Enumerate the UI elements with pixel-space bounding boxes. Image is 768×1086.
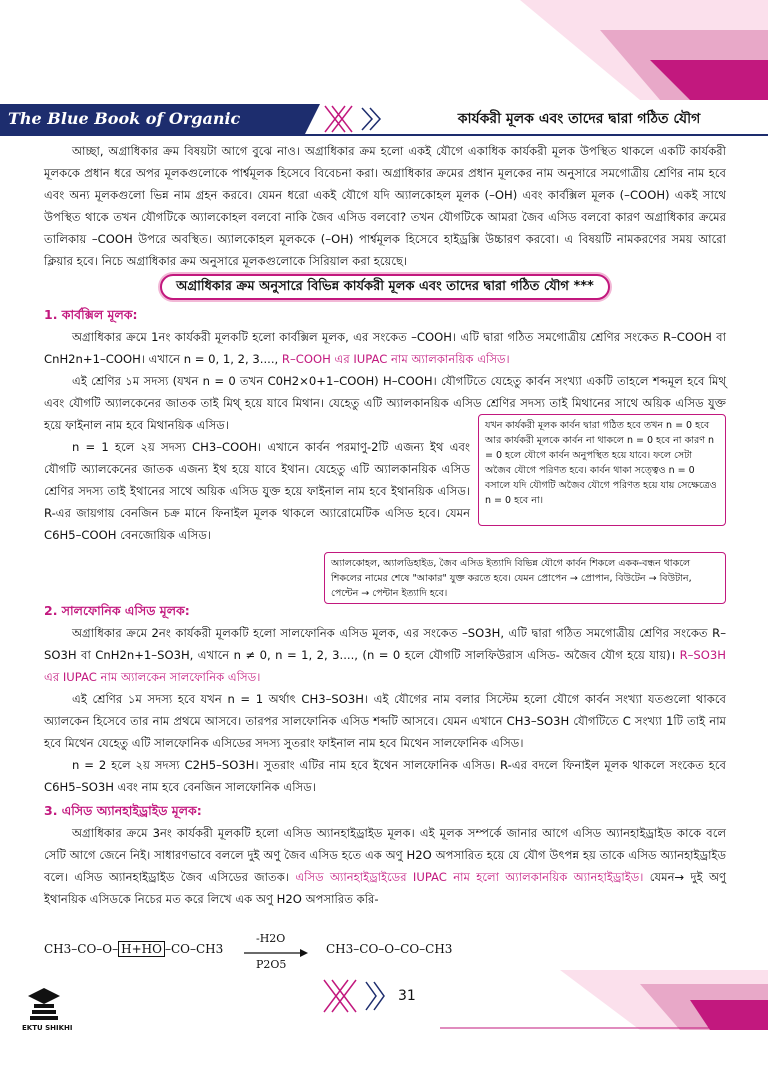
s2-iupac-highlight: R–SO3H এর IUPAC নাম অ্যালকেন সালফোনিক এসিড।	[44, 648, 726, 684]
reaction-arrow-icon	[244, 948, 308, 958]
intro-paragraph: আচ্ছা, অগ্রাধিকার ক্রম বিষয়টা আগে বুঝে নাও। অগ্রাধিকার ক্রম হলো একই যৌগে একাধিক কার্যকরী মূলক উপস্থিত থাকলে একটি কার্যকরী মূলককে প্রধান ধরে অপর মূলকগুলোকে পার্শ্বমূলক হিসেবে বিবেচনা করা। অগ্রাধিকার ক্রমের প্রধান মূলকের নাম অনুসারে সমগোত্রীয় শ্রেণির নাম হবে এবং অন্য মূলকগুলো ভিন্ন নাম গ্রহন করবে। যেমন ধরো একই যৌগে যদি অ্যালকোহল মূলক (–OH) এবং কার্বক্সিল মূলক (–COOH) একই সাথে উপস্থিত থাকে তখন যৌগটিকে অ্যালকোহল বলবো নাকি জৈব এসিড বলবো? তখন যৌগটিকে আমরা জৈব এসিড বলবো কারণ অগ্রাধিকার ক্রমের তালিকায় –COOH উপরে অবস্থিত। অ্যালকোহল মূলককে (–OH) পার্শ্বমূলক হিসেবে হাইড্রক্সি উচ্চারণ করবো। এ বিষয়টি নামকরণের সময় আরো ক্লিয়ার হবে। নিচে অগ্রাধিকার ক্রম অনুসারে মূলকগুলোকে সিরিয়াল করা হয়েছে।	[44, 144, 726, 268]
logo-text: EKTU SHIKHI	[22, 1024, 73, 1032]
banner-wrap	[44, 274, 726, 300]
product: CH3–CO–O–CO–CH3	[326, 942, 453, 956]
section-banner: অগ্রাধিকার ক্রম অনুসারে বিভিন্ন কার্যকরী মূলক এবং তাদের দ্বারা গঠিত যৌগ ***	[160, 274, 610, 300]
s3-p1-example: যেমন→ দুই অণু ইথানয়িক এসিডকে নিচের মত করে লিখে এক অণু H2O অপসারিত করি-	[44, 870, 727, 906]
page-number: 31	[398, 988, 416, 1004]
reactant-left: CH3–CO–O–	[44, 942, 119, 956]
s1-p1-text: অগ্রাধিকার ক্রমে 1নং কার্যকরী মূলকটি হলো কার্বক্সিল মূলক, এর সংকেত –COOH। এটি দ্বারা গঠিত সমগোত্রীয় শ্রেণির সংকেত R–COOH বা CnH2n+1–COOH। এখানে n = 0, 1, 2, 3....,	[44, 330, 726, 366]
page-header	[0, 104, 768, 158]
s2-paragraph-3: n = 2 হলে ২য় সদস্য C2H5–SO3H। সুতরাং এটির নাম হবে ইথেন সালফোনিক এসিড। R-এর বদলে ফিনাইল মূলক থাকলে সংকেত হবে C6H5–SO3H এবং নাম হবে বেনজিন সালফোনিক এসিড।	[44, 758, 726, 794]
arrow-above: -H2O	[256, 932, 286, 945]
arrow-below: P2O5	[256, 958, 287, 971]
note-box-2: অ্যালকোহল, অ্যালডিহাইড, জৈব এসিড ইত্যাদি বিভিন্ন যৌগে কার্বন শিকলে একক-বন্ধন থাকলে শিকলের নামের শেষে "আকার" যুক্ত করতে হবে। যেমন প্রোপেন → প্রোপান, বিউটেন → বিউটান, পেন্টেন → পেন্টান ইত্যাদি হবে।	[324, 552, 726, 604]
chapter-title: কার্যকরী মূলক এবং তাদের দ্বারা গঠিত যৌগ	[390, 104, 768, 134]
footer-decoration	[440, 970, 768, 1030]
page-body	[44, 140, 726, 910]
book-title: The Blue Book of Organic Chemistry	[0, 104, 300, 134]
s3-p1-text: অগ্রাধিকার ক্রমে 3নং কার্যকরী মূলকটি হলো এসিড অ্যানহাইড্রাইড মূলক। এই মূলক সম্পর্কে জানার আগে এসিড অ্যানহাইড্রাইড কাকে বলে সেটি আগে জেনে নিই। সাধারণভাবে বললে দুই অণু জৈব এসিড হতে এক অণু H2O অপসারিত হয়ে যে যৌগ উৎপন্ন হয় তাকে এসিড অ্যানহাইড্রাইড বলে। এসিড অ্যানহাইড্রাইড জৈব এসিডের জাতক।	[44, 826, 726, 884]
section-2-title: 2. সালফোনিক এসিড মূলক:	[44, 603, 190, 618]
reactant-boxed: H+HO	[118, 941, 165, 957]
s1-iupac-highlight: R–COOH এর IUPAC নাম অ্যালকানয়িক এসিড।	[281, 352, 510, 366]
s3-paragraph-1	[44, 822, 726, 910]
s2-paragraph-1	[44, 622, 726, 688]
header-ornament	[300, 104, 390, 134]
footer-ornament	[320, 976, 390, 1016]
top-decoration	[0, 0, 768, 100]
s1-paragraph-2: এই শ্রেণির ১ম সদস্য (যখন n = 0 তখন C0H2×0+1–COOH) H–COOH। যৌগটিতে যেহেতু কার্বন সংখ্যা একটি তাহলে শব্দমূল হবে মিথ্ এবং যৌগটি অ্যালকেনের জাতক তাই মিথ্ হয়ে যাবে মিথান। যেহেতু এটি অ্যালকানয়িক এসিড শ্রেণির সদস্য তাই মিথানের সাথে অয়িক এসিড যুক্ত হয়ে ফাইনাল নাম হবে মিথানয়িক এসিড।	[44, 374, 726, 432]
note-box-1: যখন কার্যকরী মূলক কার্বন দ্বারা গঠিত হবে তখন n = 0 হবে আর কার্যকরী মূলকে কার্বন না থাকলে n = 0 হবে না কারণ n = 0 হলে যৌগে কার্বন অনুপস্থিত হয়ে যাবে। ফলে সেটা অজৈব যৌগে পরিণত হবে। কার্বন থাকা সত্ত্বেও n = 0 বসালে যদি যৌগটি অজৈব যৌগে পরিণত হয়ে যায় সেক্ষেত্রেও n = 0 হবে না।	[478, 414, 726, 526]
s1-two-column	[44, 420, 726, 599]
reactant-right: –CO–CH3	[164, 942, 224, 956]
s2-p1-text: অগ্রাধিকার ক্রমে 2নং কার্যকরী মূলকটি হলো সালফোনিক এসিড মূলক, এর সংকেত –SO3H, এটি দ্বারা গঠিত সমগোত্রীয় শ্রেণির সংকেত R–SO3H বা CnH2n+1–SO3H, এখানে n ≠ 0, n = 1, 2, 3...., (n = 0 হলে যৌগটি সালফিউরাস এসিড- অজৈব যৌগ হয়ে যায়)।	[44, 626, 726, 662]
section-3-title: 3. এসিড অ্যানহাইড্রাইড মূলক:	[44, 803, 202, 818]
s3-iupac-highlight: এসিড অ্যানহাইড্রাইডের IUPAC নাম হলো অ্যালকানয়িক অ্যানহাইড্রাইড।	[295, 870, 644, 884]
reactant	[44, 942, 223, 956]
s1-paragraph-1	[44, 326, 726, 370]
section-1-title: 1. কার্বক্সিল মূলক:	[44, 307, 138, 322]
s2-paragraph-2: এই শ্রেণির ১ম সদস্য হবে যখন n = 1 অর্থাৎ CH3–SO3H। এই যৌগের নাম বলার সিস্টেম হলো যৌগে কার্বন সংখ্যা যতগুলো থাকবে অ্যালকেন হিসেবে তার নাম প্রথমে আসবে। তারপর সালফোনিক এসিড শব্দটি আসবে। যেমন এখানে CH3–SO3H যৌগটিতে C সংখ্যা 1টি তাই নাম হবে মিথেন যেহেতু এটি সালফোনিক এসিডের সদস্য সুতরাং ফাইনাল নাম হবে মিথেন সালফোনিক এসিড।	[44, 692, 726, 750]
s1-paragraph-3: n = 1 হলে ২য় সদস্য CH3–COOH। এখানে কার্বন পরমাণু-2টি এজন্য ইথ এবং যৌগটি অ্যালকেনের জাতক এজন্য ইথ হয়ে যাবে ইথান। যেহেতু এটি অ্যালকানয়িক এসিড শ্রেণির সদস্য তাই ইথানের সাথে অয়িক এসিড যুক্ত হয়ে ফাইনাল নাম হবে ইথানয়িক এসিড। R-এর জায়গায় বেনজিন চক্র মানে ফিনাইল মূলক থাকলে অ্যারোমেটিক এসিড হবে। যেমন C6H5–COOH বেনজোয়িক এসিড।	[44, 440, 470, 542]
header-rule	[0, 134, 768, 136]
book-stack-logo-icon	[24, 984, 64, 1024]
